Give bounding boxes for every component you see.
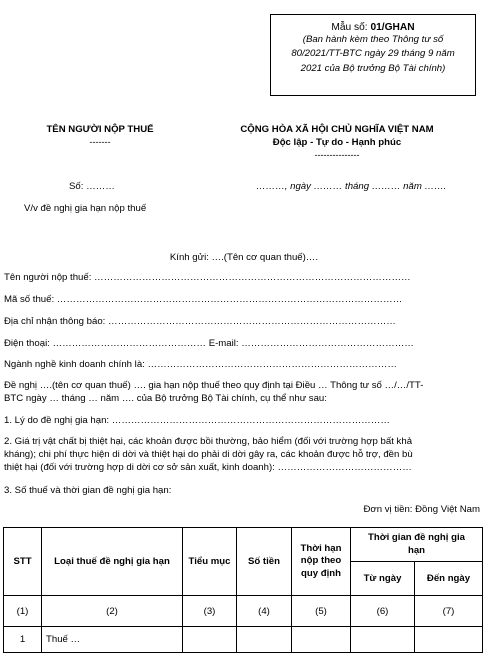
header-from-date: Từ ngày xyxy=(351,562,415,596)
index-cell: (5) xyxy=(292,596,351,627)
header-extension-line: Thời gian đề nghị gia xyxy=(368,532,465,543)
date-line: ………, ngày ……… tháng ……… năm ……. xyxy=(256,181,447,192)
row-stt-cell: 1 xyxy=(4,627,42,653)
national-motto: Độc lập - Tự do - Hạnh phúc xyxy=(272,137,402,148)
reason-item: 1. Lý do đề nghị gia hạn: …………………………………………………………………………… xyxy=(4,415,390,426)
header-deadline-line: Thời hạn xyxy=(300,542,342,554)
index-cell: (6) xyxy=(351,596,415,627)
header-stt: STT xyxy=(4,528,42,596)
row-cell xyxy=(237,627,292,653)
row-tax-type-cell: Thuế … xyxy=(42,627,183,653)
taxpayer-name-field: Tên người nộp thuế: ……………………………………………………………………………………… xyxy=(4,272,411,283)
currency-unit: Đơn vị tiền: Đồng Việt Nam xyxy=(363,504,480,515)
damage-item-line: thiệt hại (đối với trường hợp di dời cơ sở sản xuất, kinh doanh): …………………………………… xyxy=(4,462,412,473)
phone-email-field: Điện thoại: ………………………………………… E-mail: ……………………………………………… xyxy=(4,338,414,349)
header-extension-period xyxy=(351,528,483,562)
request-line: Đề nghị ….(tên cơ quan thuế) …. gia hạn nộp thuế theo quy định tại Điều … Thông tư số …/…/TT- xyxy=(4,380,424,391)
form-number-value: 01/GHAN xyxy=(370,22,415,33)
issued-line: (Ban hành kèm theo Thông tư số xyxy=(302,34,444,45)
header-deadline-line: nộp theo xyxy=(300,555,342,567)
index-cell: (3) xyxy=(183,596,237,627)
index-cell: (2) xyxy=(42,596,183,627)
issued-line: 80/2021/TT-BTC ngày 29 tháng 9 năm xyxy=(291,48,455,60)
amount-item: 3. Số thuế và thời gian đề nghị gia hạn: xyxy=(4,485,172,496)
index-cell: (1) xyxy=(4,596,42,627)
business-line-field: Ngành nghề kinh doanh chính là: …………………………………………………………………… xyxy=(4,359,397,370)
index-cell: (7) xyxy=(415,596,483,627)
damage-item-line: 2. Giá trị vật chất bị thiệt hại, các khoản được bồi thường, bảo hiểm (đối với trường hợp bất khả xyxy=(4,436,413,447)
column-index-row xyxy=(4,596,483,627)
taxpayer-header-rule: ------- xyxy=(89,137,111,147)
recipient-line: Kính gửi: ….(Tên cơ quan thuế)…. xyxy=(169,252,319,263)
row-cell xyxy=(292,627,351,653)
table-row xyxy=(4,627,483,653)
nation-title: CỘNG HÒA XÃ HỘI CHỦ NGHĨA VIỆT NAM xyxy=(240,124,434,135)
row-cell xyxy=(415,627,483,653)
row-cell xyxy=(351,627,415,653)
row-cell xyxy=(183,627,237,653)
request-line: BTC ngày … tháng … năm …. của Bộ trưởng Bộ Tài chính, cụ thể như sau: xyxy=(4,393,327,404)
motto-rule: --------------- xyxy=(314,150,360,160)
header-sub-item: Tiểu mục xyxy=(183,528,237,596)
header-amount: Số tiền xyxy=(237,528,292,596)
taxpayer-header: TÊN NGƯỜI NỘP THUẾ xyxy=(46,124,154,135)
document-number: Số: ……… xyxy=(69,181,115,192)
header-tax-type: Loại thuế đề nghị gia hạn xyxy=(42,528,183,596)
extension-table xyxy=(3,527,483,653)
header-deadline-line: quy định xyxy=(301,567,341,579)
header-extension-line: hạn xyxy=(407,544,426,556)
issued-line: 2021 của Bộ trưởng Bộ Tài chính) xyxy=(300,62,446,74)
form-number xyxy=(271,22,475,33)
tax-code-field: Mã số thuế: ……………………………………………………………………………………………… xyxy=(4,294,403,305)
header-to-date: Đến ngày xyxy=(415,562,483,596)
address-field: Địa chỉ nhận thông báo: ……………………………………………………………………………… xyxy=(4,316,396,327)
index-cell: (4) xyxy=(237,596,292,627)
form-number-box xyxy=(270,14,476,96)
form-number-label: Mẫu số: xyxy=(331,22,368,33)
header-deadline xyxy=(292,528,351,596)
damage-item-line: kháng); chi phí thực hiện di dời và thiệt hại do phải di dời gây ra, các khoản được hỗ trợ, đền bù xyxy=(4,449,413,460)
subject-line: V/v đề nghị gia hạn nộp thuế xyxy=(24,203,147,214)
